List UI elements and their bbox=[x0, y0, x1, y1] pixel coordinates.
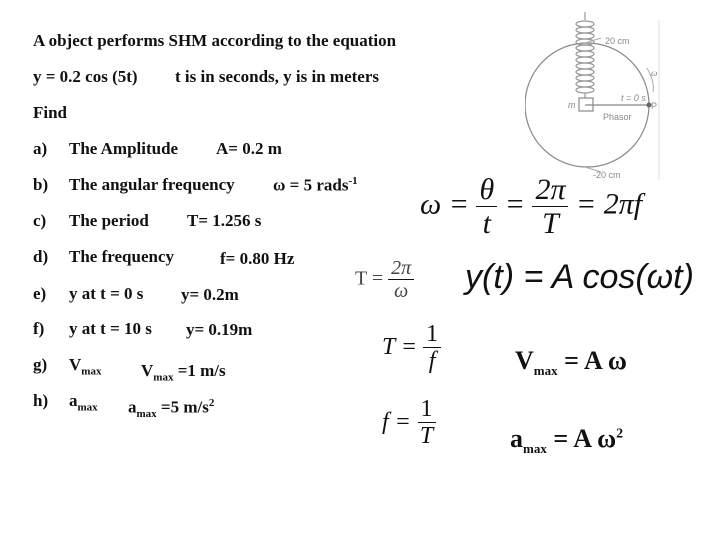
formula-period-omega-frac bbox=[388, 258, 414, 302]
answer-h-sup: 2 bbox=[208, 397, 215, 409]
formula-period-omega: T = $\frac{2\pi}{\omega}$ bbox=[355, 258, 414, 302]
formula-omega: ω = $\frac{\theta}{t}$ = $\frac{2\pi}{T}$ = 2πf bbox=[420, 173, 643, 240]
frac-denominator: T bbox=[419, 423, 434, 450]
formula-vmax: $V_{max} = A$ ω bbox=[515, 346, 627, 379]
formula-amax-sub: max bbox=[523, 441, 547, 457]
formula-amax-rhs: A ω bbox=[573, 424, 617, 453]
item-question-sub: max bbox=[77, 401, 98, 414]
formula-omega-rhs: 2πf bbox=[603, 187, 643, 221]
top-amplitude-label: 20 cm bbox=[605, 36, 630, 46]
answer-g-rest: =1 m/s bbox=[173, 361, 226, 380]
frac-numerator: θ bbox=[476, 174, 497, 207]
item-g bbox=[33, 355, 101, 377]
answer-e: y= 0.2m bbox=[181, 285, 239, 304]
phasor-label: Phasor bbox=[603, 112, 632, 122]
problem-equation: y = 0.2 cos (5t) bbox=[33, 67, 138, 86]
formula-amax: $a_{max} = A$ $\omega^2$ bbox=[510, 424, 624, 457]
formula-period-f-frac bbox=[423, 322, 441, 375]
frac-numerator: 1 bbox=[423, 322, 441, 348]
find-label: Find bbox=[33, 103, 68, 122]
item-question-sub: max bbox=[81, 365, 102, 378]
answer-b bbox=[273, 175, 358, 196]
item-f bbox=[33, 319, 152, 339]
formula-omega-frac2 bbox=[532, 174, 568, 240]
item-label: h) bbox=[33, 391, 49, 410]
frac-denominator: ω bbox=[394, 280, 409, 302]
item-question-main: a bbox=[69, 391, 78, 410]
answer-d: f= 0.80 Hz bbox=[220, 249, 295, 268]
frac-denominator: T bbox=[542, 206, 559, 240]
formula-position: y(t) = A cos(ωt) bbox=[465, 258, 694, 296]
item-d bbox=[33, 247, 174, 267]
answer-h bbox=[128, 397, 214, 420]
formula-vmax-sub: max bbox=[533, 363, 558, 379]
answer-a: A= 0.2 m bbox=[216, 139, 282, 158]
spring-coil bbox=[576, 12, 594, 98]
formula-period-omega-lhs: T bbox=[355, 267, 367, 290]
item-h bbox=[33, 391, 98, 413]
time-label: t = 0 s bbox=[621, 93, 646, 103]
formula-omega-frac1 bbox=[476, 174, 497, 240]
problem-title: A object performs SHM according to the equation bbox=[33, 31, 397, 50]
frac-numerator: 2π bbox=[388, 258, 414, 280]
item-label: d) bbox=[33, 247, 49, 266]
item-question-main: V bbox=[69, 355, 82, 374]
formula-frequency-lhs: f bbox=[382, 408, 389, 435]
item-question: The period bbox=[69, 211, 149, 230]
answer-g-main: V bbox=[141, 361, 154, 380]
point-label: P bbox=[651, 101, 658, 111]
item-question: The frequency bbox=[69, 247, 174, 266]
frac-numerator: 2π bbox=[532, 174, 568, 207]
formula-frequency-frac bbox=[417, 397, 436, 450]
answer-g-sub: max bbox=[153, 371, 174, 384]
item-question: y at t = 10 s bbox=[69, 319, 152, 338]
item-b bbox=[33, 175, 235, 195]
formula-omega-lhs: ω bbox=[420, 187, 442, 221]
item-label: g) bbox=[33, 355, 48, 374]
shm-phasor-figure bbox=[525, 10, 675, 190]
item-question: The angular frequency bbox=[69, 175, 235, 194]
frac-denominator: t bbox=[482, 206, 491, 240]
formula-vmax-main: V bbox=[515, 346, 534, 375]
answer-c: T= 1.256 s bbox=[187, 211, 262, 230]
item-question: The Amplitude bbox=[69, 139, 179, 158]
item-c bbox=[33, 211, 149, 231]
formula-amax-sup: 2 bbox=[616, 426, 624, 442]
item-label: a) bbox=[33, 139, 48, 158]
answer-b-sup: -1 bbox=[348, 175, 358, 187]
mass-label: m bbox=[568, 100, 576, 110]
frac-numerator: 1 bbox=[418, 397, 436, 423]
formula-vmax-rhs: A ω bbox=[584, 346, 627, 375]
item-label: e) bbox=[33, 284, 47, 303]
formula-period-f-lhs: T bbox=[382, 333, 395, 360]
answer-f: y= 0.19m bbox=[186, 320, 253, 339]
item-e bbox=[33, 284, 143, 304]
formula-period-f: T = $\frac{1}{f}$ bbox=[382, 322, 441, 375]
item-label: f) bbox=[33, 319, 45, 338]
answer-h-sub: max bbox=[136, 408, 157, 421]
item-label: c) bbox=[33, 211, 47, 230]
item-question: y at t = 0 s bbox=[69, 284, 144, 303]
bottom-amplitude-label: -20 cm bbox=[593, 170, 621, 180]
formula-frequency: f = $\frac{1}{T}$ bbox=[382, 397, 436, 450]
item-label: b) bbox=[33, 175, 49, 194]
formula-amax-main: a bbox=[510, 424, 523, 453]
answer-h-main: a bbox=[128, 397, 137, 417]
problem-units: t is in seconds, y is in meters bbox=[175, 67, 379, 86]
frac-denominator: f bbox=[428, 348, 436, 375]
answer-g bbox=[141, 361, 226, 383]
omega-label: ω bbox=[651, 68, 658, 78]
answer-b-main: ω = 5 rads bbox=[273, 175, 349, 195]
item-a bbox=[33, 139, 178, 159]
answer-h-rest: =5 m/s bbox=[156, 397, 209, 417]
